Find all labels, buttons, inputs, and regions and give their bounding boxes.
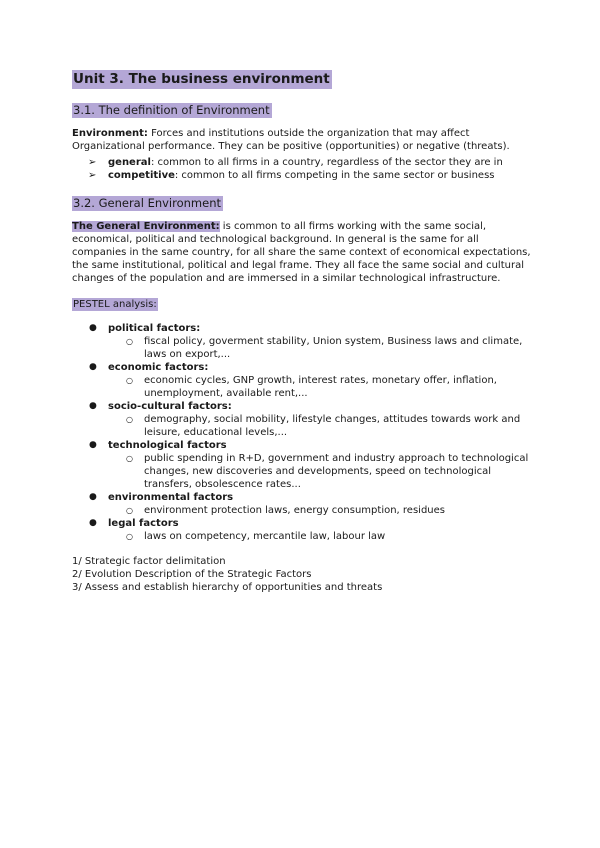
list-item bbox=[89, 361, 532, 400]
circle-bullet-icon: ○ bbox=[126, 337, 133, 346]
environment-types-list bbox=[72, 156, 532, 182]
general-environment-paragraph bbox=[72, 220, 532, 285]
general-environment-text: is common to all firms working with the same social, economical, political and technological background. In general is the same for all companies in the same country, for all share the same context of economical expectations, the same institutional, political and legal frame. They all face the same social and cultural changes of the population and are immersed in a similar technological infrastructure. bbox=[72, 221, 531, 284]
bullet-icon: ● bbox=[89, 440, 97, 450]
step-item: 2/ Evolution Description of the Strategic Factors bbox=[72, 569, 312, 580]
list-item-text: : common to all firms in a country, regardless of the sector they are in bbox=[150, 157, 503, 168]
arrow-icon: ➢ bbox=[88, 157, 97, 168]
circle-bullet-icon: ○ bbox=[126, 415, 133, 424]
bullet-icon: ● bbox=[89, 518, 97, 528]
factor-detail-text: laws on competency, mercantile law, labour law bbox=[144, 531, 386, 542]
list-item bbox=[89, 439, 532, 491]
factor-detail-text: demography, social mobility, lifestyle changes, attitudes towards work and leisure, educational levels,... bbox=[144, 414, 521, 438]
arrow-icon: ➢ bbox=[88, 170, 97, 181]
section-heading-general: 3.2. General Environment bbox=[73, 196, 222, 210]
factor-detail bbox=[126, 335, 532, 361]
circle-bullet-icon: ○ bbox=[126, 532, 133, 541]
list-item-text: : common to all firms competing in the same sector or business bbox=[174, 170, 495, 181]
factor-detail bbox=[126, 530, 532, 543]
pestel-list bbox=[72, 322, 532, 543]
factor-name: technological factors bbox=[108, 440, 227, 451]
factor-detail bbox=[126, 452, 532, 491]
factor-detail-text: economic cycles, GNP growth, interest rates, monetary offer, inflation, unemployment, available rent,... bbox=[144, 375, 497, 399]
factor-name: legal factors bbox=[108, 518, 179, 529]
step-item: 3/ Assess and establish hierarchy of opportunities and threats bbox=[72, 582, 383, 593]
general-environment-term: The General Environment: bbox=[72, 221, 220, 232]
bullet-icon: ● bbox=[89, 492, 97, 502]
factor-detail-text: environment protection laws, energy consumption, residues bbox=[144, 505, 445, 516]
environment-definition-text: Forces and institutions outside the organization that may affect Organizational performance. They can be positive (opportunities) or negative (threats). bbox=[72, 128, 510, 152]
list-item bbox=[89, 491, 532, 517]
environment-definition bbox=[72, 127, 532, 153]
page-title: Unit 3. The business environment bbox=[73, 71, 330, 87]
environment-term: Environment: bbox=[72, 128, 148, 139]
bullet-icon: ● bbox=[89, 323, 97, 333]
pestel-label: PESTEL analysis: bbox=[73, 299, 157, 310]
factor-name: socio-cultural factors: bbox=[108, 401, 232, 412]
factor-detail-text: public spending in R+D, government and industry approach to technological changes, new discoveries and developments, speed on technological transfers, obsolescence rates... bbox=[144, 453, 529, 490]
list-item bbox=[89, 322, 532, 361]
circle-bullet-icon: ○ bbox=[126, 454, 133, 463]
factor-detail bbox=[126, 413, 532, 439]
factor-detail-text: fiscal policy, goverment stability, Union system, Business laws and climate, laws on export,... bbox=[144, 336, 523, 360]
factor-detail bbox=[126, 374, 532, 400]
factor-detail bbox=[126, 504, 532, 517]
circle-bullet-icon: ○ bbox=[126, 506, 133, 515]
steps-list bbox=[72, 555, 532, 594]
list-item bbox=[89, 400, 532, 439]
list-item-term: general bbox=[108, 157, 151, 168]
factor-name: economic factors: bbox=[108, 362, 209, 373]
list-item bbox=[89, 517, 532, 543]
section-heading-definition: 3.1. The definition of Environment bbox=[73, 103, 270, 117]
document-content bbox=[72, 68, 532, 594]
list-item bbox=[88, 156, 532, 169]
factor-name: environmental factors bbox=[108, 492, 234, 503]
circle-bullet-icon: ○ bbox=[126, 376, 133, 385]
list-item bbox=[88, 169, 532, 182]
factor-name: political factors: bbox=[108, 323, 201, 334]
step-item: 1/ Strategic factor delimitation bbox=[72, 556, 226, 567]
bullet-icon: ● bbox=[89, 362, 97, 372]
bullet-icon: ● bbox=[89, 401, 97, 411]
list-item-term: competitive bbox=[108, 170, 175, 181]
